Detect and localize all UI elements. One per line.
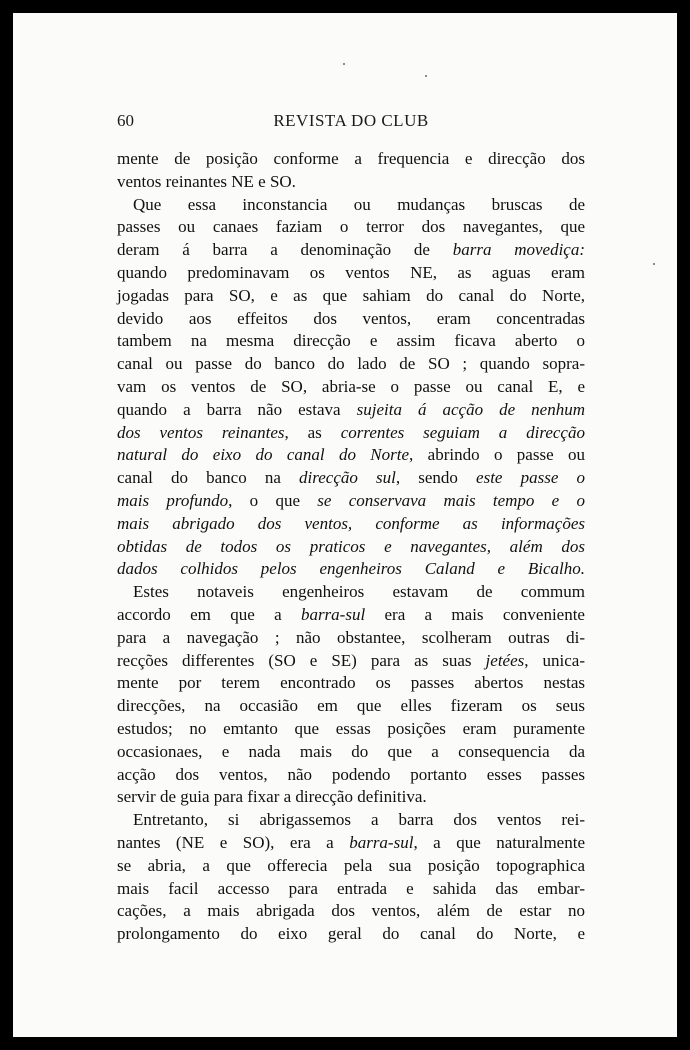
text-segment: direcções, na occasião em que elles fizeram os seus	[117, 696, 585, 716]
text-line	[117, 285, 585, 308]
italic-segment: este passe o	[476, 468, 585, 488]
italic-segment: barra-sul	[349, 832, 414, 852]
text-segment: Que essa inconstancia ou mudanças bruscas de	[133, 194, 585, 214]
italic-segment: obtidas de todos os praticos e navegantes, além dos	[117, 536, 585, 556]
italic-segment: dos ventos reinantes	[117, 422, 285, 442]
text-segment: prolongamento do eixo geral do canal do Norte, e	[117, 924, 585, 944]
text-segment: mais facil accesso para entrada e sahida das embar-	[117, 878, 585, 898]
text-segment: quando a barra não estava	[117, 399, 357, 419]
text-segment: ventos reinantes NE e SO.	[117, 171, 296, 191]
italic-segment: natural do eixo do canal do Norte	[117, 445, 410, 465]
book-page	[13, 13, 677, 1037]
text-segment: canal do banco na	[117, 468, 300, 488]
text-line	[117, 308, 585, 331]
body-text	[117, 148, 585, 946]
text-segment: deram á barra a denominação de	[117, 240, 453, 260]
text-segment: , sendo	[395, 468, 477, 488]
text-segment: , abrindo o passe ou	[409, 445, 585, 465]
text-line	[117, 764, 585, 787]
text-segment: canal ou passe do banco do lado de SO ; quando sopra-	[117, 354, 585, 374]
italic-segment: correntes seguiam a direcção	[340, 422, 585, 442]
text-segment: estudos; no emtanto que essas posições eram puramente	[117, 718, 585, 738]
text-line	[117, 376, 585, 399]
text-line	[117, 239, 585, 262]
text-segment: , a que naturalmente	[413, 832, 585, 852]
italic-segment: direcção sul	[299, 468, 396, 488]
text-segment: jogadas para SO, e as que sahiam do canal do Norte,	[117, 285, 585, 305]
italic-segment: se conservava mais tempo e o	[317, 490, 586, 510]
text-line	[117, 809, 585, 832]
text-segment: servir de guia para fixar a direcção definitiva.	[117, 787, 427, 807]
text-line	[117, 786, 585, 809]
paper-speck	[343, 63, 345, 65]
page-number: 60	[117, 111, 134, 130]
italic-segment: sujeita á acção de nenhum	[356, 399, 585, 419]
text-line	[117, 171, 585, 194]
text-segment: era a mais conveniente	[365, 604, 585, 624]
text-line	[117, 832, 585, 855]
text-line	[117, 353, 585, 376]
italic-segment: barra movediça:	[452, 240, 586, 260]
text-line	[117, 878, 585, 901]
text-line	[117, 672, 585, 695]
text-segment: mente de posição conforme a frequencia e direcção dos	[117, 149, 585, 168]
text-line	[117, 741, 585, 764]
text-line	[117, 536, 585, 559]
text-line	[117, 513, 585, 536]
text-segment: se abria, a que offerecia pela sua posição topographica	[117, 855, 585, 875]
text-segment: Estes notaveis engenheiros estavam de commum	[133, 582, 585, 602]
text-line	[117, 923, 585, 946]
italic-segment: mais profundo	[117, 490, 229, 510]
text-line	[117, 262, 585, 285]
text-line	[117, 399, 585, 422]
text-line	[117, 558, 585, 581]
text-segment: passes ou canaes faziam o terror dos navegantes, que	[117, 217, 585, 237]
text-line	[117, 422, 585, 445]
text-segment: devido aos effeitos dos ventos, eram concentradas	[117, 308, 585, 328]
text-segment: , as	[284, 422, 341, 442]
paper-speck	[653, 263, 655, 265]
text-segment: tambem na mesma direcção e assim ficava aberto o	[117, 331, 585, 351]
text-line	[117, 855, 585, 878]
text-segment: occasionaes, e nada mais do que a consequencia da	[117, 741, 585, 761]
text-segment: cações, a mais abrigada dos ventos, além de estar no	[117, 901, 585, 921]
paper-speck	[425, 75, 427, 77]
italic-segment: mais abrigado dos ventos, conforme as informações	[117, 513, 585, 533]
text-line	[117, 581, 585, 604]
page-header	[117, 111, 585, 135]
text-line	[117, 650, 585, 673]
text-segment: mente por terem encontrado os passes abertos nestas	[117, 673, 585, 693]
italic-segment: jetées	[485, 650, 525, 670]
text-line	[117, 194, 585, 217]
italic-segment: barra-sul	[300, 604, 366, 624]
text-line	[117, 148, 585, 171]
text-segment: acção dos ventos, não podendo portanto esses passes	[117, 764, 585, 784]
text-line	[117, 900, 585, 923]
italic-segment: dados colhidos pelos engenheiros Caland e Bicalho.	[117, 559, 585, 579]
text-line	[117, 216, 585, 239]
text-segment: accordo em que a	[117, 604, 301, 624]
text-line	[117, 490, 585, 513]
text-segment: nantes (NE e SO), era a	[117, 832, 350, 852]
text-line	[117, 467, 585, 490]
text-segment: Entretanto, si abrigassemos a barra dos ventos rei-	[133, 810, 585, 830]
text-line	[117, 604, 585, 627]
text-segment: para a navegação ; não obstantee, scolheram outras di-	[117, 627, 585, 647]
text-line	[117, 330, 585, 353]
text-segment: quando predominavam os ventos NE, as aguas eram	[117, 262, 585, 282]
running-title: REVISTA DO CLUB	[273, 111, 429, 130]
text-line	[117, 444, 585, 467]
text-segment: , unica-	[524, 650, 585, 670]
text-line	[117, 627, 585, 650]
text-segment: recções differentes (SO e SE) para as suas	[117, 650, 486, 670]
text-line	[117, 718, 585, 741]
text-line	[117, 695, 585, 718]
text-segment: vam os ventos de SO, abria-se o passe ou canal E, e	[117, 376, 585, 396]
text-segment: , o que	[228, 490, 318, 510]
